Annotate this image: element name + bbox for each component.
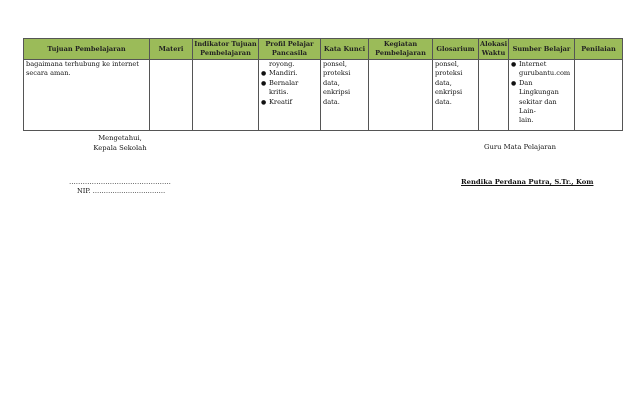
learning-plan-table — [23, 38, 623, 131]
glosarium-line: proteksi data, — [435, 69, 463, 87]
bullet-icon: ● — [261, 70, 267, 78]
cell-alokasi — [479, 60, 509, 131]
cell-kegiatan — [369, 60, 433, 131]
header-glosarium: Glosarium — [433, 39, 479, 60]
table-row — [24, 60, 623, 131]
bullet-icon: ● — [261, 98, 267, 106]
cell-penilaian — [575, 60, 623, 131]
profil-item: Bernalar kritis. — [269, 78, 299, 97]
sumber-line: lain. — [519, 116, 534, 125]
cell-profil — [259, 60, 321, 131]
header-sumber: Sumber Belajar — [509, 39, 575, 60]
tujuan-line: secara aman. — [26, 69, 71, 78]
signature-teacher-title: Guru Mata Pelajaran — [484, 143, 556, 151]
signature-left-line2: Kepala Sekolah — [93, 143, 147, 152]
list-item — [511, 79, 572, 126]
cell-indikator — [193, 60, 259, 131]
sumber-line: sekitar dan Lain- — [519, 97, 557, 116]
cell-glosarium — [433, 60, 479, 131]
glosarium-line: enkripsi data. — [435, 88, 463, 106]
profil-continuation: royong. — [269, 60, 295, 68]
list-item — [261, 98, 318, 107]
list-item — [261, 69, 318, 78]
sumber-line: Internet — [519, 60, 547, 68]
sumber-list — [511, 60, 572, 126]
cell-materi — [150, 60, 193, 131]
teacher-name: Rendika Perdana Putra, S.Tr., Kom — [461, 178, 594, 186]
profil-item: Kreatif — [269, 97, 293, 106]
header-profil: Profil Pelajar Pancasila — [259, 39, 321, 60]
header-penilaian: Penilaian — [575, 39, 623, 60]
header-materi: Materi — [150, 39, 193, 60]
header-kegiatan: Kegiatan Pembelajaran — [369, 39, 433, 60]
bullet-icon: ● — [261, 79, 267, 87]
bullet-icon: ● — [511, 79, 517, 87]
header-indikator: Indikator Tujuan Pembelajaran — [193, 39, 259, 60]
cell-kata-kunci — [321, 60, 369, 131]
kata-kunci-line: ponsel, — [323, 60, 347, 68]
list-item — [261, 79, 318, 98]
kata-kunci-line: enkripsi data. — [323, 88, 351, 106]
tujuan-line: bagaimana terhubung ke internet — [26, 60, 139, 68]
cell-sumber — [509, 60, 575, 131]
header-tujuan: Tujuan Pembelajaran — [24, 39, 150, 60]
list-item — [511, 60, 572, 79]
header-alokasi: Alokasi Waktu — [479, 39, 509, 60]
bullet-icon: ● — [511, 61, 517, 68]
glosarium-line: ponsel, — [435, 60, 459, 68]
signature-left-line1: Mengetahui, — [98, 134, 142, 142]
cell-tujuan — [24, 60, 150, 131]
sumber-line: Dan Lingkungan — [519, 78, 559, 97]
profil-list — [261, 60, 318, 107]
list-item — [261, 60, 318, 69]
principal-name-blank: ……………………………………… — [69, 178, 171, 186]
header-kata-kunci: Kata Kunci — [321, 39, 369, 60]
signature-principal — [60, 134, 180, 153]
sumber-line: gurubantu.com — [519, 69, 571, 78]
profil-item: Mandiri. — [269, 69, 298, 78]
principal-nip: NIP. …………………………… — [77, 187, 166, 195]
kata-kunci-line: proteksi data, — [323, 69, 351, 87]
table-header-row — [24, 39, 623, 60]
